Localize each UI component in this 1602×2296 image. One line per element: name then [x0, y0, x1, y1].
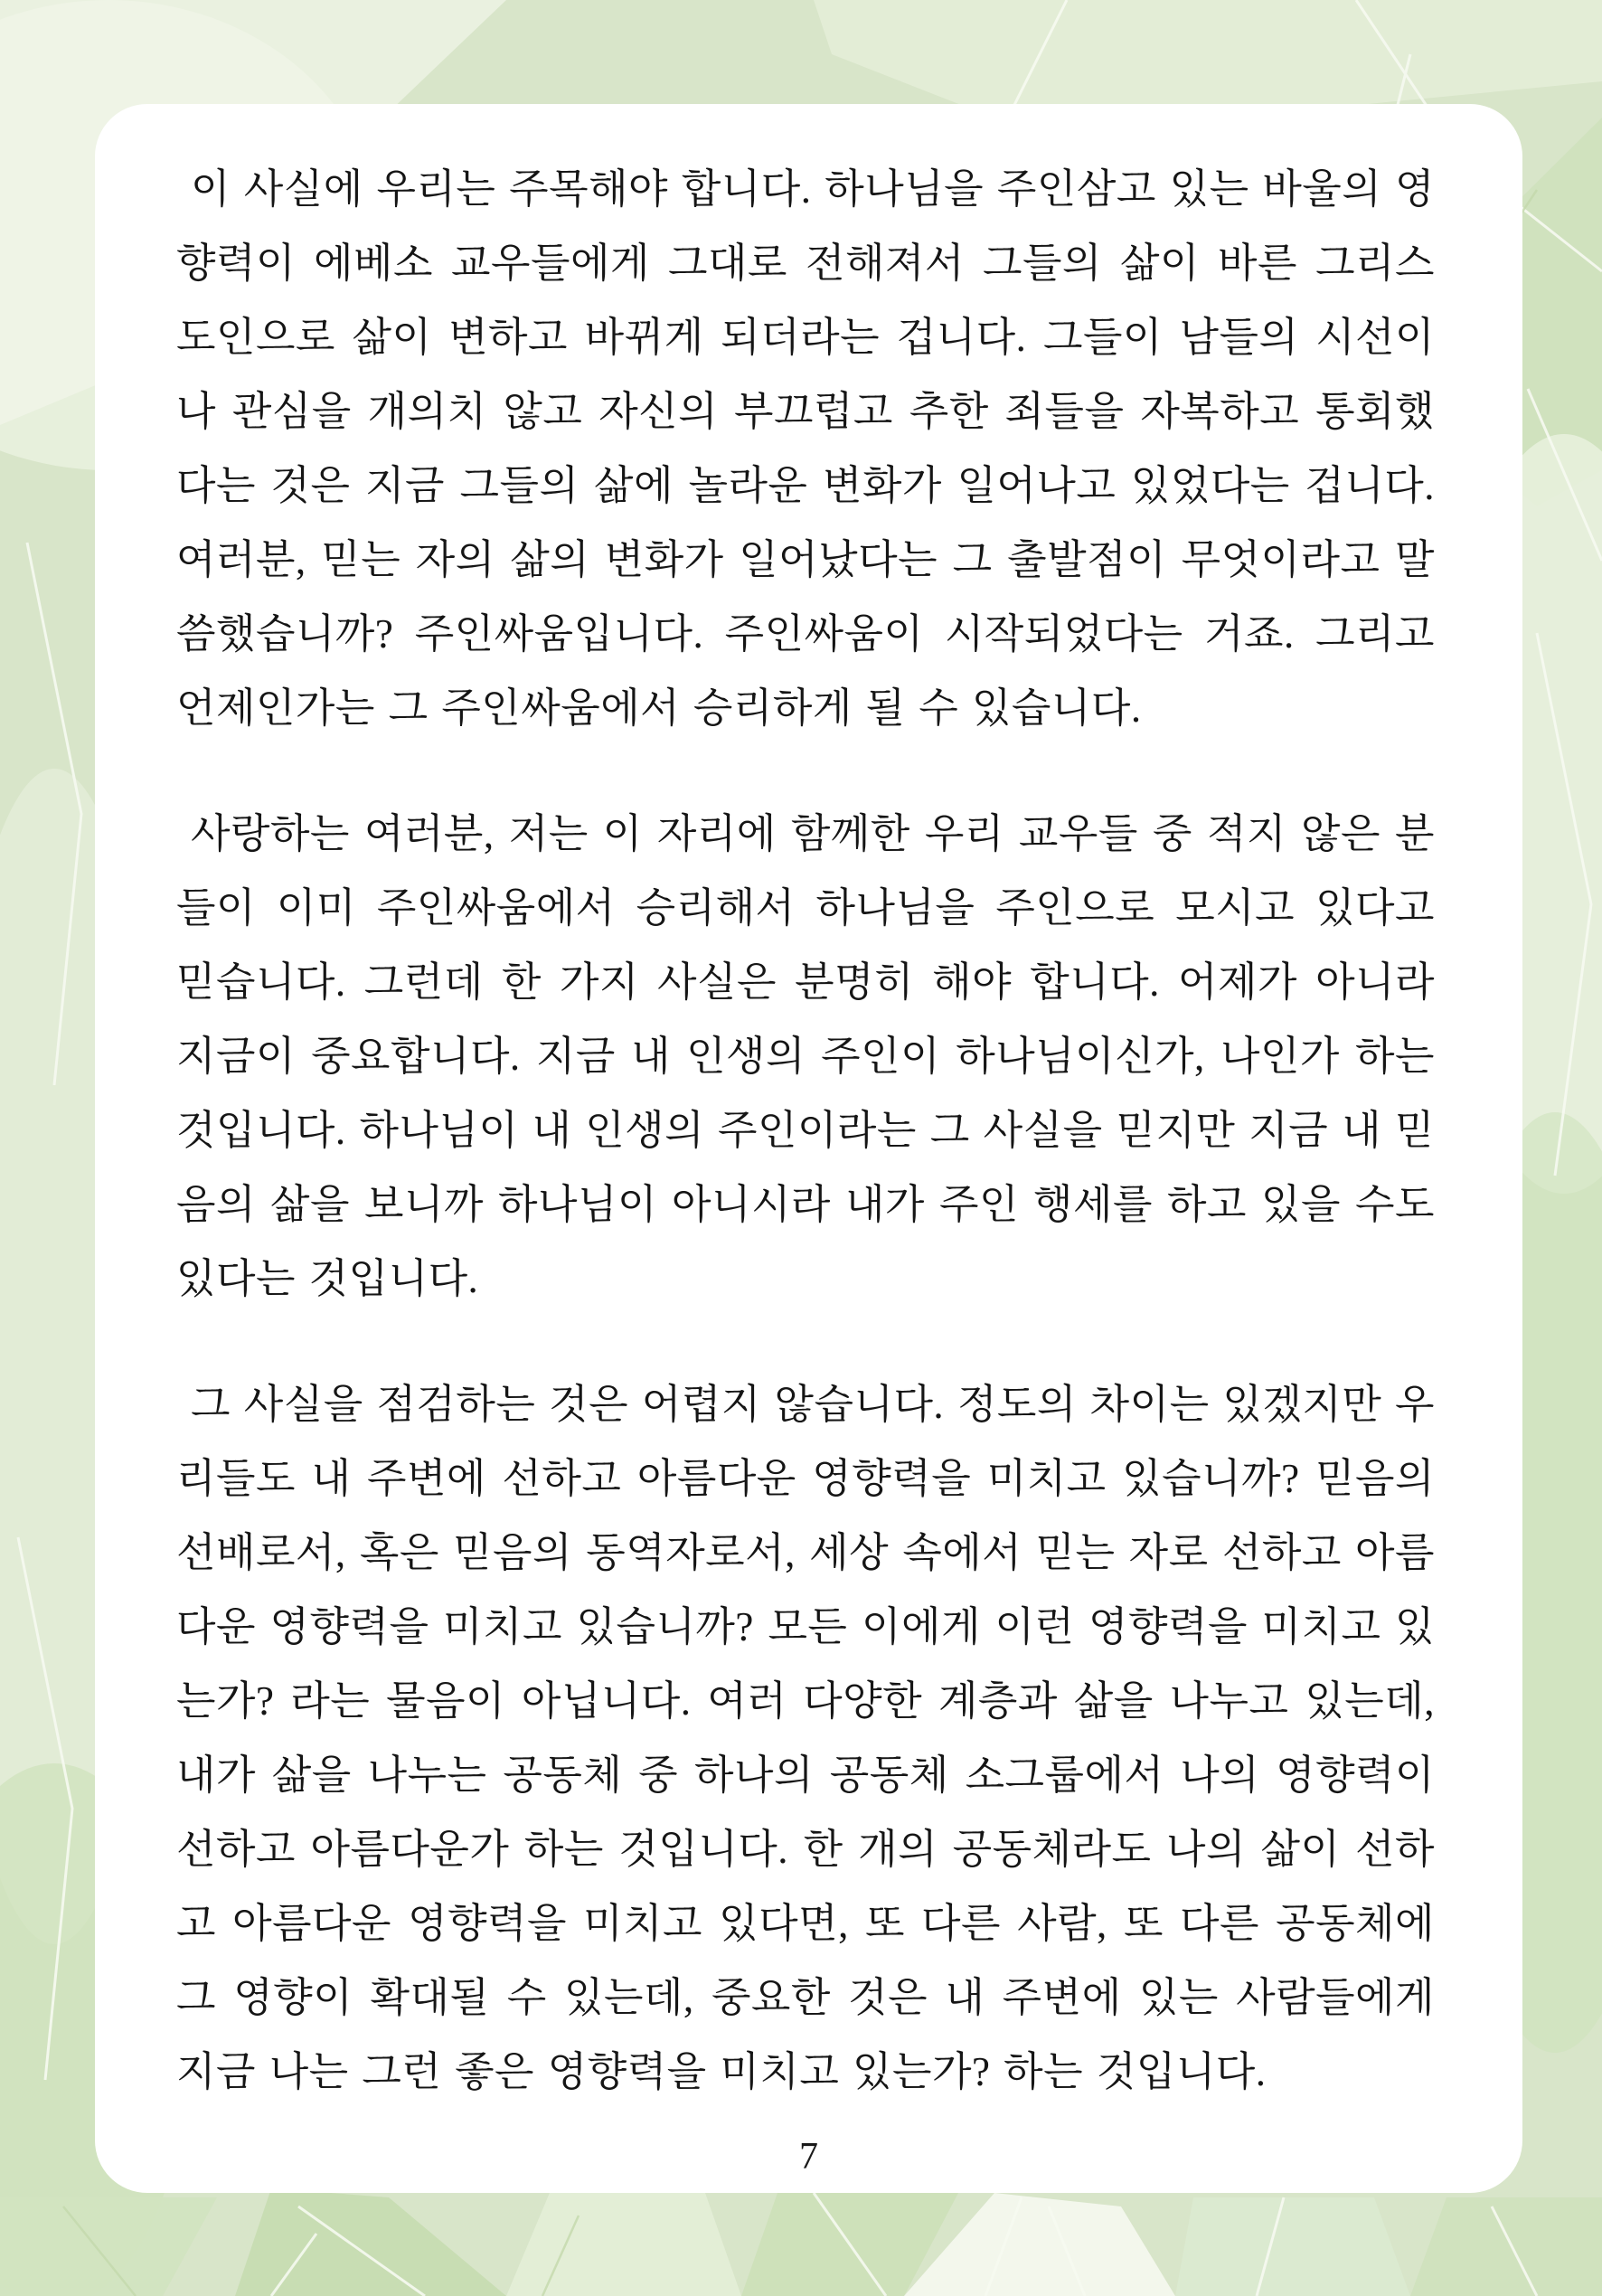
- page-number: 7: [799, 2136, 818, 2178]
- paragraph: 이 사실에 우리는 주목해야 합니다. 하나님을 주인삼고 있는 바울의 영향력이 에베소 교우들에게 그대로 전해져서 그들의 삶이 바른 그리스도인으로 삶이 변하고 바뀌게 되더라는 겁니다. 그들이 남들의 시선이나 관심을 개의치 않고 자신의 부끄럽고 추한 죄들을 자복하고 통회했다는 것은 지금 그들의 삶에 놀라운 변화가 일어나고 있었다는 겁니다. 여러분, 믿는 자의 삶의 변화가 일어났다는 그 출발점이 무엇이라고 말씀했습니까? 주인싸움입니다. 주인싸움이 시작되었다는 거죠. 그리고 언제인가는 그 주인싸움에서 승리하게 될 수 있습니다.: [176, 166, 1435, 731]
- paragraph: 사랑하는 여러분, 저는 이 자리에 함께한 우리 교우들 중 적지 않은 분들이 이미 주인싸움에서 승리해서 하나님을 주인으로 모시고 있다고 믿습니다. 그런데 한 가지 사실은 분명히 해야 합니다. 어제가 아니라 지금이 중요합니다. 지금 내 인생의 주인이 하나님이신가, 나인가 하는 것입니다. 하나님이 내 인생의 주인이라는 그 사실을 믿지만 지금 내 믿음의 삶을 보니까 하나님이 아니시라 내가 주인 행세를 하고 있을 수도 있다는 것입니다.: [176, 811, 1435, 1301]
- content-panel: [95, 104, 1522, 2193]
- paragraph: 그 사실을 점검하는 것은 어렵지 않습니다. 정도의 차이는 있겠지만 우리들도 내 주변에 선하고 아름다운 영향력을 미치고 있습니까? 믿음의 선배로서, 혹은 믿음의 동역자로서, 세상 속에서 믿는 자로 선하고 아름다운 영향력을 미치고 있습니까? 모든 이에게 이런 영향력을 미치고 있는가? 라는 물음이 아닙니다. 여러 다양한 계층과 삶을 나누고 있는데, 내가 삶을 나누는 공동체 중 하나의 공동체 소그룹에서 나의 영향력이 선하고 아름다운가 하는 것입니다. 한 개의 공동체라도 나의 삶이 선하고 아름다운 영향력을 미치고 있다면, 또 다른 사람, 또 다른 공동체에 그 영향이 확대될 수 있는데, 중요한 것은 내 주변에 있는 사람들에게 지금 나는 그런 좋은 영향력을 미치고 있는가? 하는 것입니다.: [176, 1382, 1435, 2094]
- body-text: [176, 152, 1435, 2109]
